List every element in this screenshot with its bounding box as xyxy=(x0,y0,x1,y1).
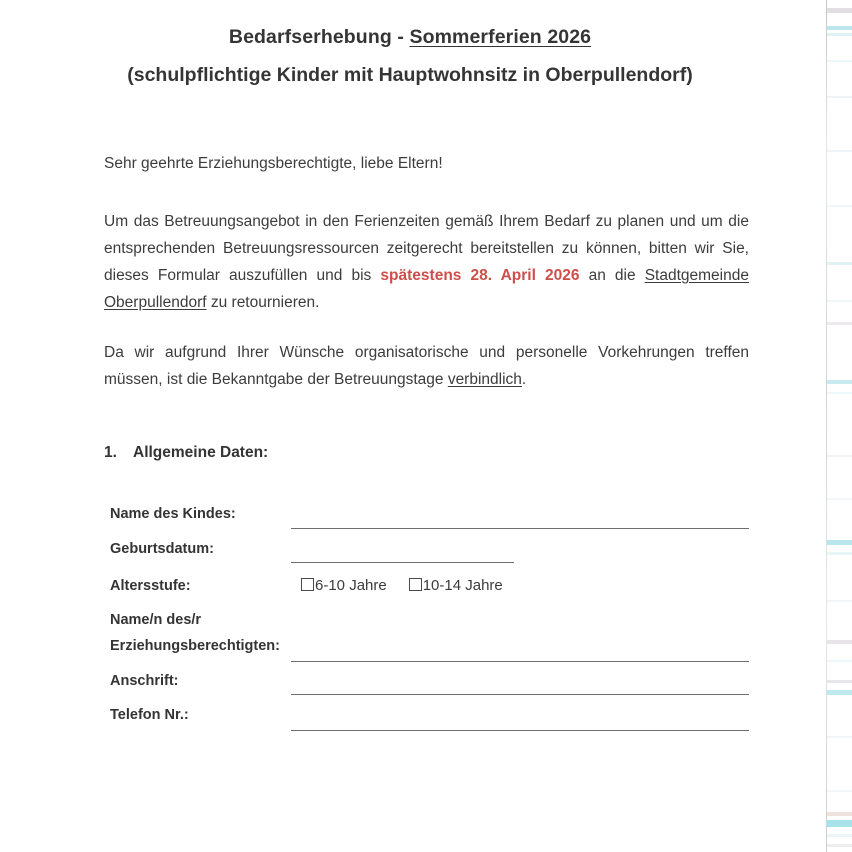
scan-streak xyxy=(827,205,852,207)
field-input-phone[interactable] xyxy=(291,730,749,731)
field-label-guardian-name-line2: Erziehungsberechtigten: xyxy=(110,638,280,654)
scan-streak xyxy=(827,820,852,827)
field-label-child-name: Name des Kindes: xyxy=(110,506,236,522)
binding-notice-part-1: Da wir aufgrund Ihrer Wünsche organisatorische und personelle Vorkehrungen treffen müssen, ist die Bekanntgabe der Betreuungstage xyxy=(104,344,749,388)
scan-streak xyxy=(827,834,852,837)
section-1-number: 1. xyxy=(104,444,117,461)
scan-streak xyxy=(827,552,852,555)
scan-streak xyxy=(827,540,852,545)
page-title-prefix: Bedarfserhebung - xyxy=(228,26,410,48)
scan-streak xyxy=(827,150,852,152)
scan-streak xyxy=(827,844,852,847)
page-title-highlight: Sommerferien 2026 xyxy=(409,26,592,48)
page-subtitle: (schulpflichtige Kinder mit Hauptwohnsitz in Oberpullendorf) xyxy=(127,64,693,86)
scan-streak xyxy=(827,262,852,265)
binding-notice-paragraph xyxy=(104,339,749,393)
scan-edge-line xyxy=(826,0,827,852)
binding-emphasis: verbindlich xyxy=(447,371,522,388)
page-title xyxy=(0,26,820,49)
field-input-guardian-name[interactable] xyxy=(291,661,749,662)
age-option-label-6-10: 6-10 Jahre xyxy=(315,577,387,594)
field-input-birthdate[interactable] xyxy=(291,562,514,563)
scan-streak xyxy=(827,790,852,792)
scan-streak xyxy=(827,640,852,644)
age-option-label-10-14: 10-14 Jahre xyxy=(422,577,503,594)
scan-streak xyxy=(827,498,852,500)
salutation: Sehr geehrte Erziehungsberechtigte, liebe Eltern! xyxy=(104,155,443,172)
intro-paragraph-part-1: Um das Betreuungsangebot in den Ferienzeiten gemäß Ihrem Bedarf zu planen und um die entsprechenden Betreuungsressourcen zeitgerecht bereitstellen zu können, bitten wir Sie, dieses Formular auszufüllen und bis xyxy=(104,213,749,284)
scan-streak xyxy=(827,33,852,36)
field-label-age-group: Altersstufe: xyxy=(110,578,191,594)
scan-edge-artifact xyxy=(800,0,852,852)
field-input-child-name[interactable] xyxy=(291,528,749,529)
deadline-text: spätestens 28. April 2026 xyxy=(380,267,580,284)
scan-streak xyxy=(827,300,852,302)
field-label-address: Anschrift: xyxy=(110,673,179,689)
intro-paragraph-part-2: an die xyxy=(579,267,645,284)
field-label-birthdate: Geburtsdatum: xyxy=(110,541,214,557)
field-label-guardian-name-line1: Name/n des/r xyxy=(110,612,202,628)
scan-streak xyxy=(827,392,852,394)
intro-paragraph-part-3: zu retournieren. xyxy=(206,294,320,311)
intro-paragraph xyxy=(104,208,749,316)
field-input-address[interactable] xyxy=(291,694,749,695)
scan-streak xyxy=(827,96,852,98)
scan-streak xyxy=(827,8,852,13)
scan-streak xyxy=(827,690,852,695)
scan-streak xyxy=(827,736,852,738)
scan-streak xyxy=(827,455,852,457)
authority-name: Stadtgemeinde Oberpullendorf xyxy=(104,267,749,311)
age-group-options xyxy=(301,577,525,594)
checkbox-icon-6-10[interactable] xyxy=(301,578,314,591)
age-option-10-14[interactable] xyxy=(409,577,503,594)
scan-streak xyxy=(827,600,852,602)
scan-streak xyxy=(827,680,852,683)
scan-streak xyxy=(827,322,852,325)
scan-streak xyxy=(827,26,852,30)
age-option-6-10[interactable] xyxy=(301,577,387,594)
field-label-phone: Telefon Nr.: xyxy=(110,707,189,723)
scan-streak xyxy=(827,812,852,816)
scan-streak xyxy=(827,380,852,384)
scan-streak xyxy=(827,660,852,662)
checkbox-icon-10-14[interactable] xyxy=(409,578,422,591)
scan-streak xyxy=(827,60,852,62)
section-1-title: Allgemeine Daten: xyxy=(133,444,269,461)
binding-notice-part-2: . xyxy=(521,371,527,388)
